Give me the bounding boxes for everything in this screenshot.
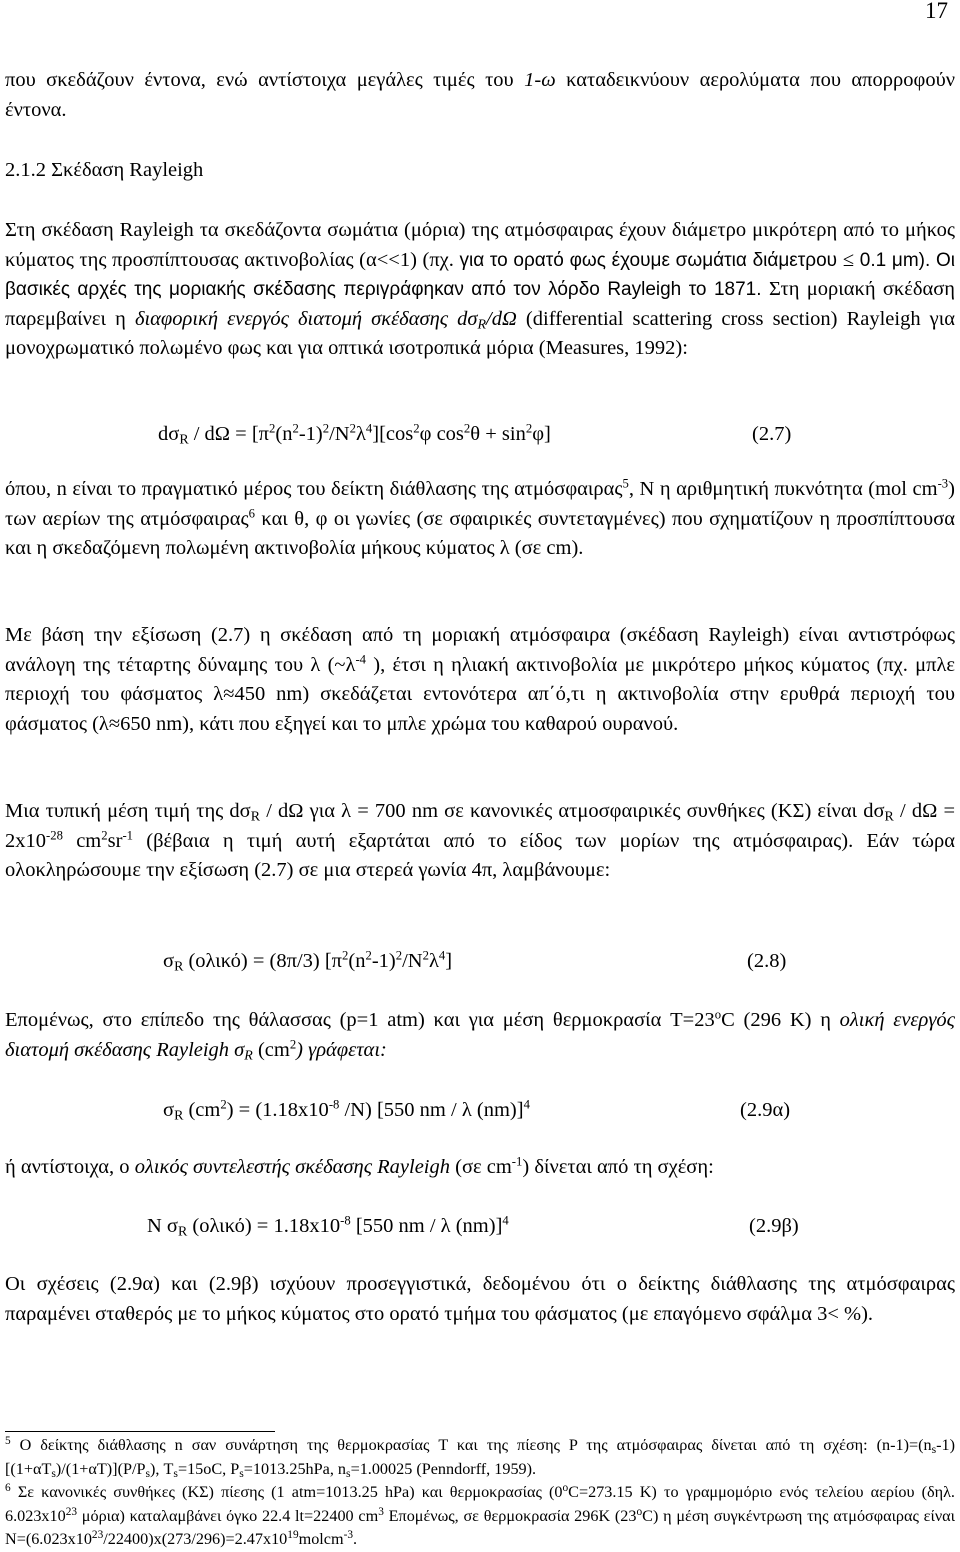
superscript: 2 (322, 421, 330, 436)
text-run: (n (348, 950, 366, 972)
superscript: -1 (511, 1154, 523, 1169)
text-run: καταδεικνύουν αερολύματα που απορροφούν έντονα. (5, 69, 955, 121)
superscript: 2 (365, 948, 372, 963)
footnote-6 (5, 1481, 955, 1552)
subscript: R (884, 809, 894, 825)
subscript: s (239, 1466, 244, 1480)
superscript: 4 (523, 1097, 530, 1112)
text-run: sr (107, 829, 123, 852)
text-run: ][cos (372, 423, 414, 445)
superscript: 23 (65, 1505, 78, 1518)
text-run: φ cos (419, 423, 464, 445)
equation-number: (2.7) (752, 423, 792, 445)
subscript: s (346, 1466, 351, 1480)
text-run: =1013.25hPa, n (243, 1459, 347, 1478)
text-run: (cm (252, 1038, 290, 1061)
superscript: 2 (220, 1097, 227, 1112)
footnote-ref-5: 5 (622, 476, 629, 491)
subscript: R (174, 959, 184, 975)
text-run: λ (355, 423, 366, 445)
text-run: ή αντίστοιχα, ο (5, 1156, 135, 1178)
text-run: Μια τυπική μέση τιμή της dσ (5, 800, 251, 822)
text-run: που σκεδάζουν έντονα, ενώ αντίστοιχα μεγάλες τιμές του (5, 69, 525, 91)
superscript: 4 (438, 948, 446, 963)
subscript: s (145, 1466, 151, 1480)
text-run: cm (62, 829, 102, 852)
text-run: -1) (298, 423, 323, 445)
text-run: /22400)x(273/296)=2.47x10 (103, 1530, 288, 1548)
subscript (478, 317, 487, 332)
superscript: -8 (328, 1097, 340, 1112)
superscript: -4 (355, 651, 367, 666)
text-run: Ο δείκτης διάθλασης n σαν συνάρτηση της θερμοκρασίας T και της πίεσης P της ατμόσφαιρας δίνεται από τη σχέση: (n-1)=(n (10, 1436, 932, 1454)
superscript: 2 (413, 421, 420, 436)
superscript: 2 (342, 948, 349, 963)
superscript: 2 (349, 421, 356, 436)
italic-text: /dΩ (486, 307, 517, 330)
superscript: o (636, 1505, 643, 1518)
text-run: (βέβαια η τιμή αυτή εξαρτάται από το είδος των μορίων της ατμόσφαιρας). Εάν τώρα ολοκληρώσουμε την εξίσωση (2.7) σε μια στερεά γωνία 4π, λαμβάνουμε: (5, 829, 955, 881)
subscript: R (477, 316, 487, 332)
text-run: C=273.15 K) το γραμμομόριο ενός τελείου αερίου (δηλ. 6.023x10 (5, 1483, 955, 1525)
superscript: 2 (463, 421, 471, 436)
superscript: 2 (289, 1036, 297, 1051)
superscript: 2 (292, 421, 299, 436)
superscript: 4 (365, 421, 373, 436)
superscript: -3 (343, 1528, 354, 1541)
text-run: N σ (147, 1215, 178, 1237)
superscript: -28 (46, 827, 63, 842)
text-run-sans: για το ορατό φως έχουμε σωμάτια διάμετρου (459, 249, 843, 271)
text-run: σ (163, 950, 175, 972)
text-run: 6 (5, 1481, 11, 1494)
text-run: . (353, 1530, 358, 1548)
subscript: s (173, 1466, 178, 1480)
text-run: ), έτσι η ηλιακή ακτινοβολία με μικρότερο μήκος κύματος (πχ. μπλε περιοχή του φάσματος λ≈450 nm) σκεδάζεται εντονότερα απ΄ό,τι η ακτινοβολία στην ερυθρά περιοχή του φάσματος (λ≈650 nm), κάτι που εξηγεί και το μπλε χρώμα του καθαρού ουρανού. (5, 653, 956, 735)
text-run: ) των αερίων της ατμόσφαιρας (5, 478, 955, 530)
subscript: R (177, 1224, 188, 1240)
text-run: και θ, φ οι γωνίες (σε σφαιρικές συντεταγμένες) που σχηματίζουν η προσπίπτουσα και η σκεδαζόμενη πολωμένη ακτινοβολία μήκους κύματος λ (σε cm). (5, 507, 955, 559)
text-run: (ολικό) = 1.18x10 (187, 1215, 341, 1237)
text-run: =15oC, P (177, 1459, 240, 1478)
text-run: -1)[(1+αT (5, 1436, 955, 1478)
text-run: (σε cm (450, 1156, 512, 1178)
text-run: R (244, 1047, 253, 1063)
subscript (244, 1048, 253, 1063)
equation-2-9a (163, 1096, 530, 1124)
subscript: s (931, 1442, 937, 1456)
text-run: λ (428, 950, 439, 972)
footnote-5 (5, 1434, 955, 1481)
text-run: Με βάση την εξίσωση (2.7) η σκέδαση από τη μοριακή ατμόσφαιρα (σκέδαση Rayleigh) είναι αντιστρόφως ανάλογη της τέταρτης δύναμης του λ (~λ (5, 624, 955, 676)
superscript: o (714, 1007, 722, 1022)
superscript: 2 (395, 948, 403, 963)
paragraph-typical-value (5, 797, 955, 886)
text-run: / dΩ = [π (188, 423, 270, 445)
section-heading: 2.1.2 Σκέδαση Rayleigh (5, 159, 204, 181)
text-run: /N (329, 423, 350, 445)
superscript: 19 (287, 1528, 299, 1541)
text-run: -1) (371, 950, 396, 972)
text-run: 5 (5, 1434, 11, 1447)
text-run: /N (402, 950, 423, 972)
equation-2-8 (163, 947, 452, 975)
text-run: Επομένως, σε θερμοκρασία 296K (23 (383, 1506, 637, 1525)
subscript: s (51, 1466, 56, 1480)
footnote-separator (5, 1431, 275, 1432)
paragraph-coefficient (5, 1153, 955, 1183)
equation-2-9b (147, 1212, 509, 1240)
text-run: / dΩ = 2x10 (5, 800, 956, 852)
text-run: )/(1+αT)](P/P (55, 1459, 146, 1478)
text-run: [550 nm / λ (nm)] (350, 1215, 503, 1237)
text-run: / dΩ για λ = 700 nm σε κανονικές ατμοσφαιρικές συνθήκες (ΚΣ) είναι dσ (260, 800, 885, 822)
text-run: Επομένως, στο επίπεδο της θάλασσας (p=1 atm) και για μέση θερμοκρασία T=23 (5, 1009, 715, 1031)
text-run: C) η μέση συγκέντρωση της ατμόσφαιρας είναι N=(6.023x10 (5, 1506, 955, 1548)
text-run: ), T (150, 1459, 174, 1478)
equation-number: (2.9β) (749, 1215, 799, 1237)
text-run: ολικός συντελεστής σκέδασης Rayleigh (134, 1156, 450, 1178)
less-equal-symbol: ≤ (842, 248, 855, 271)
italic-text: διαφορική ενεργός διατομή σκέδασης dσ (134, 307, 478, 330)
text-run: ) = (1.18x10 (226, 1099, 329, 1121)
paragraph-where (5, 475, 955, 564)
subscript: R (174, 1108, 184, 1124)
superscript: 2 (525, 421, 533, 436)
equation-2-7 (158, 420, 551, 448)
paragraph-inverse-lambda (5, 621, 955, 739)
equation-number: (2.8) (747, 950, 787, 972)
superscript: 2 (101, 827, 108, 842)
superscript: -1 (122, 827, 134, 842)
text-run-sans: 0.1 μm). Οι βασικές αρχές της μοριακής σκέδασης περιγράφηκαν από τον λόρδο Rayleigh το 1871. (5, 249, 955, 300)
superscript: -3 (937, 476, 949, 491)
text-run: ] (445, 950, 453, 972)
superscript: -8 (340, 1213, 351, 1228)
paragraph-approximation: Οι σχέσεις (2.9α) και (2.9β) ισχύουν προσεγγιστικά, δεδομένου ότι ο δείκτης διάθλασης της ατμόσφαιρας παραμένει σταθερός με το μήκος κύματος στο ορατό τμήμα του φάσματος (με επαγόμενο σφάλμα 3< %). (5, 1273, 955, 1325)
text-run: θ + sin (470, 423, 526, 445)
footnote-ref-6: 6 (248, 505, 255, 520)
text-run: (n (275, 423, 293, 445)
text-run: (cm (183, 1099, 221, 1121)
text-run: σ (163, 1099, 175, 1121)
text-run: molcm (298, 1530, 344, 1548)
text-run: όπου, n είναι το πραγματικό μέρος του δείκτη διάθλασης της ατμόσφαιρας (5, 478, 623, 500)
text-run: =1.00025 (Penndorff, 1959). (350, 1459, 537, 1478)
text-run: Σε κανονικές συνθήκες (ΚΣ) πίεσης (1 atm=1013.25 hPa) και θερμοκρασίας (0 (10, 1483, 563, 1501)
text-run: dσ (158, 423, 180, 445)
text-run: ολική ενεργός διατομή σκέδασης Rayleigh σ (5, 1009, 955, 1061)
superscript: 2 (422, 948, 429, 963)
equation-number: (2.9α) (740, 1099, 791, 1121)
superscript: o (562, 1481, 569, 1494)
italic-text: 1-ω (524, 69, 556, 91)
text-run: ) δίνεται από τη σχέση: (522, 1156, 714, 1178)
text-run: μόρια) καταλαμβάνει όγκο 22.4 lt=22400 cm (77, 1506, 379, 1525)
paragraph-sea-level (5, 1006, 955, 1065)
text-run: (ολικό) = (8π/3) [π (183, 950, 343, 972)
superscript: 3 (378, 1505, 384, 1518)
subscript: R (179, 432, 189, 448)
text-run: ) γράφεται: (296, 1038, 387, 1061)
subscript: R (250, 809, 261, 825)
superscript: 4 (502, 1213, 509, 1228)
superscript: 2 (269, 421, 276, 436)
paragraph-continuation (5, 66, 955, 125)
text-run: /N) [550 nm / λ (nm)] (339, 1099, 524, 1121)
text-run: Στη μοριακή σκέδαση παρεμβαίνει η (5, 278, 955, 330)
superscript: 23 (91, 1528, 104, 1541)
text-run: C (296 K) η (721, 1009, 840, 1031)
paragraph-rayleigh-intro (5, 216, 955, 364)
page-number: 17 (925, 0, 948, 23)
text-run: φ] (532, 423, 551, 445)
text-run: Στη σκέδαση Rayleigh τα σκεδάζοντα σωμάτια (μόρια) της ατμόσφαιρας έχουν διάμετρο μικρότερη από το μήκος κύματος της προσπίπτουσας ακτινοβολίας (α<<1) (πχ. (5, 219, 955, 271)
text-run: (differential scattering cross section) Rayleigh για μονοχρωματικό πολωμένο φως και για οπτικά ισοτροπικά μόρια (Measures, 1992): (5, 307, 955, 359)
text-run: , N η αριθμητική πυκνότητα (mol cm (628, 478, 938, 500)
